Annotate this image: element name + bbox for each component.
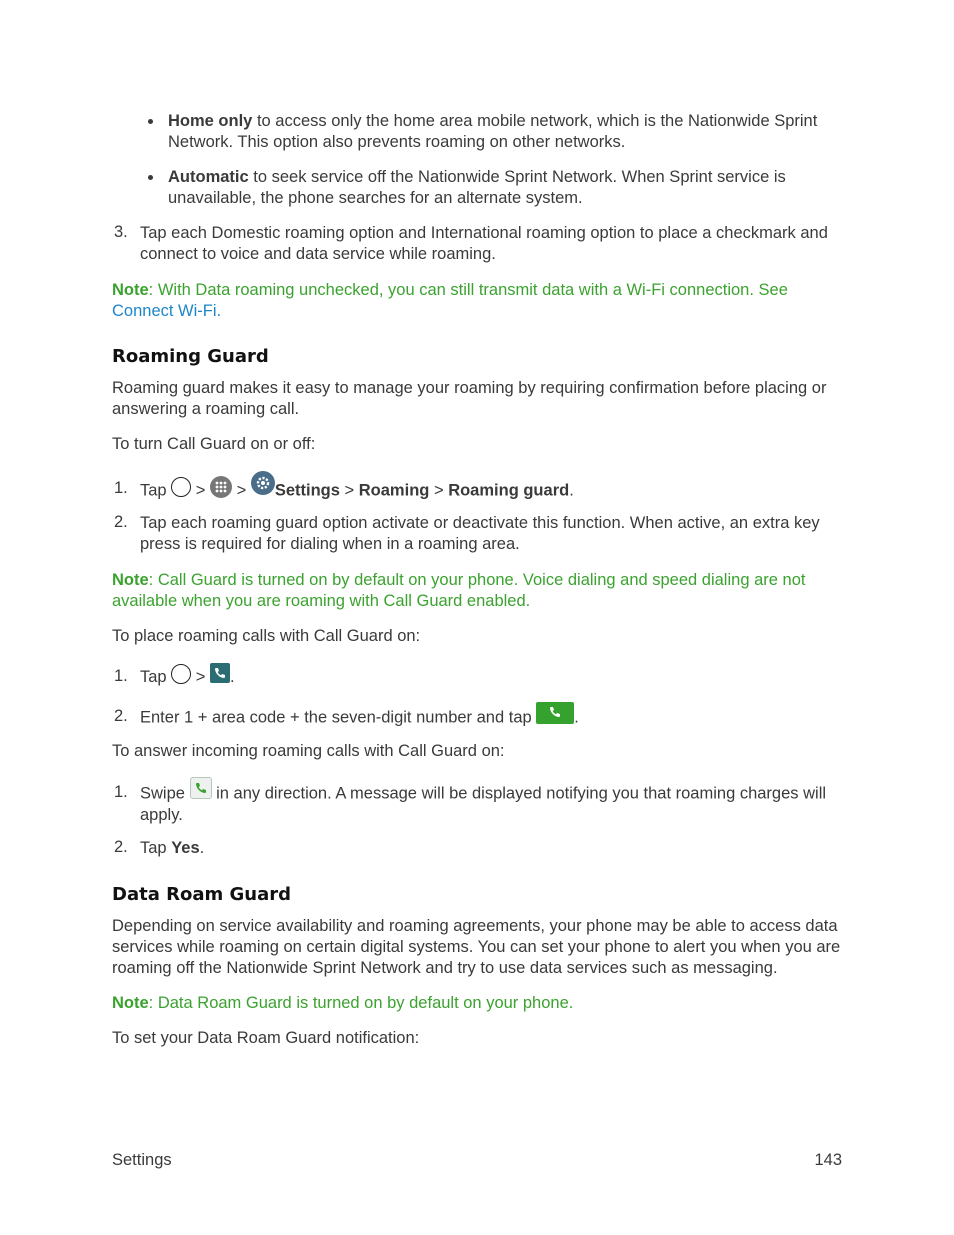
enter-number-text: Enter 1 + area code + the seven-digit number and tap	[140, 708, 537, 727]
swipe-description: in any direction. A message will be displayed notifying you that roaming charges will apply.	[140, 784, 827, 824]
roaming-guard-label: Roaming guard	[448, 481, 570, 500]
step-text	[140, 838, 840, 859]
step-text: Tap each Domestic roaming option and International roaming option to place a checkmark and connect to voice and data service while roaming.	[140, 224, 828, 263]
section-heading-data-roam-guard: Data Roam Guard	[112, 884, 291, 905]
step-text	[140, 707, 840, 729]
answer-calls-text: To answer incoming roaming calls with Call Guard on:	[112, 742, 505, 760]
note-label: Note	[112, 281, 149, 299]
page-number: 143	[814, 1151, 842, 1169]
apps-icon	[210, 476, 232, 498]
step-text	[140, 667, 840, 688]
separator: >	[195, 668, 206, 686]
bullet-dot	[148, 119, 153, 124]
period: .	[569, 481, 574, 500]
home-icon	[171, 477, 191, 497]
step-text	[140, 479, 840, 503]
note-label: Note	[112, 994, 149, 1012]
place-calls-text: To place roaming calls with Call Guard on:	[112, 627, 421, 645]
settings-label: Settings	[274, 481, 340, 500]
separator: >	[344, 481, 355, 500]
footer-section-name: Settings	[112, 1151, 172, 1169]
section-heading-roaming-guard: Roaming Guard	[112, 346, 269, 367]
note-end: .	[216, 302, 222, 320]
bullet-automatic	[148, 167, 828, 209]
step-number: 2.	[114, 513, 128, 531]
tap-word: Tap	[140, 481, 172, 500]
separator: >	[236, 481, 247, 500]
step-number: 1.	[114, 783, 128, 801]
note-call-guard	[112, 570, 832, 612]
note-text: : With Data roaming unchecked, you can still transmit data with a Wi-Fi connection. See	[148, 281, 788, 299]
bullet-home-only	[148, 111, 828, 153]
bullet-dot	[148, 175, 153, 180]
note-label: Note	[112, 571, 149, 589]
note-wifi	[112, 280, 812, 322]
roaming-guard-intro: Roaming guard makes it easy to manage your roaming by requiring confirmation before placing or answering a roaming call.	[112, 379, 827, 418]
turn-call-guard-text: To turn Call Guard on or off:	[112, 435, 316, 453]
period: .	[199, 839, 205, 857]
separator: >	[433, 481, 444, 500]
separator: >	[195, 481, 206, 500]
home-icon	[171, 664, 191, 684]
note-data-roam-guard	[112, 993, 573, 1014]
step-number: 2.	[114, 707, 128, 725]
data-roam-guard-intro: Depending on service availability and roaming agreements, your phone may be able to access data services while roaming on certain digital systems. You can set your phone to alert you when you are roaming off the Nationwide Sprint Network and try to use data services such as messaging.	[112, 917, 841, 977]
option-description: to access only the home area mobile network, which is the Nationwide Sprint Network. This option also prevents roaming on other networks.	[168, 112, 818, 151]
tap-word: Tap	[140, 668, 172, 686]
incoming-call-icon	[190, 777, 212, 799]
period: .	[230, 668, 235, 686]
step-number: 2.	[114, 838, 128, 856]
note-text: : Data Roam Guard is turned on by default on your phone.	[148, 994, 574, 1012]
roaming-label: Roaming	[358, 481, 430, 500]
option-description: to seek service off the Nationwide Sprint Network. When Sprint service is unavailable, the phone searches for an alternate system.	[168, 168, 786, 207]
settings-gear-icon	[251, 471, 275, 495]
period: .	[574, 708, 579, 727]
tap-word: Tap	[140, 839, 172, 857]
note-text: : Call Guard is turned on by default on your phone. Voice dialing and speed dialing are not available when you are roaming with Call Guard enabled.	[112, 571, 806, 610]
step-text: Tap each roaming guard option activate or deactivate this function. When active, an extra key press is required for dialing when in a roaming area.	[140, 514, 820, 553]
phone-app-icon	[210, 663, 230, 683]
step-number: 3.	[114, 223, 128, 241]
option-name: Home only	[168, 112, 253, 130]
swipe-word: Swipe	[140, 784, 190, 803]
set-notification-text: To set your Data Roam Guard notification:	[112, 1029, 420, 1047]
option-name: Automatic	[168, 168, 249, 186]
step-text	[140, 783, 830, 826]
yes-label: Yes	[171, 839, 200, 857]
step-number: 1.	[114, 667, 128, 685]
call-button-icon	[536, 702, 574, 724]
connect-wifi-link[interactable]: Connect Wi-Fi	[112, 302, 217, 320]
step-number: 1.	[114, 479, 128, 497]
